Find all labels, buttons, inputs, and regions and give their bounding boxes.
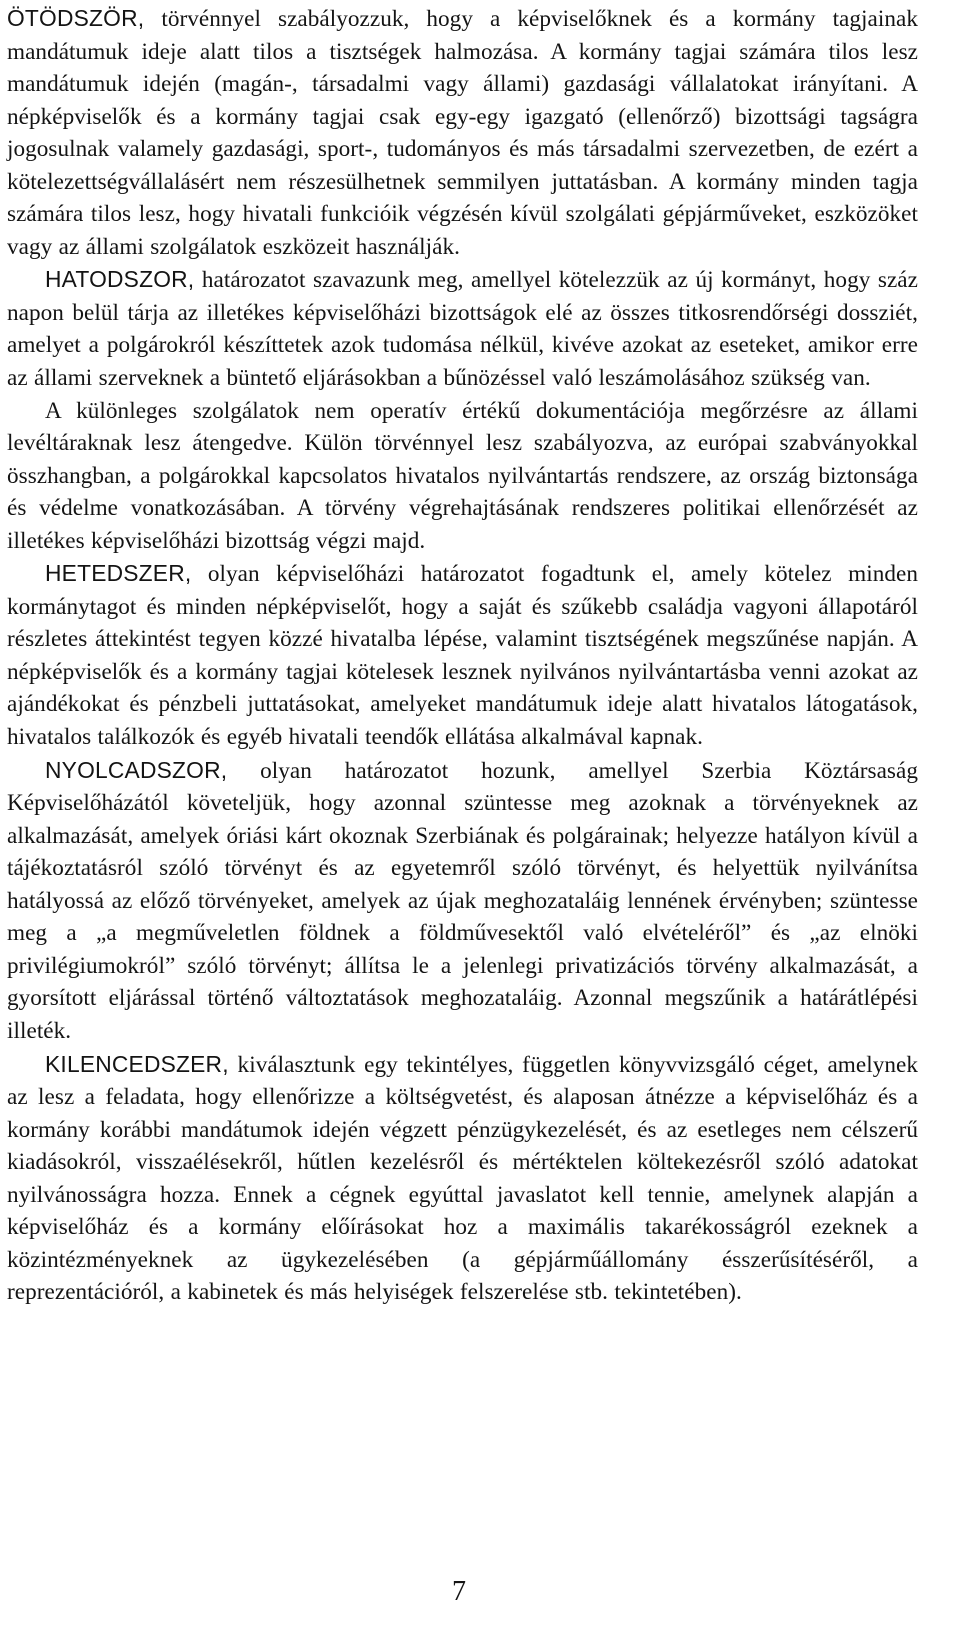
paragraph-sixth-continued	[7, 395, 918, 558]
paragraph-lead-sixth: HATODSZOR,	[45, 266, 195, 293]
paragraph-body-ninth: kiválasztunk egy tekintélyes, független könyvvizsgáló céget, amelynek az lesz a feladata, hogy ellenőrizze a költségvetést, és alaposan átnézze a képviselőház és a kormány korábbi mandátumok idején végzett pénzügykezelését, és az esetleges nem célszerű kiadásokról, visszaélésekről, hűtlen kezelésről és mértéktelen költekezésről szóló adatokat nyilvánosságra hozza. Ennek a cégnek egyúttal javaslatot kell tennie, amelynek alapján a képviselőház és a kormány előírásokat hoz a maximális takarékosságról ezeknek a közintézményeknek az ügykezelésében (a gépjárműállomány ésszerűsítéséről, a reprezentációról, a kabinetek és más helyiségek felszerelése stb. tekintetében).	[7, 1051, 918, 1306]
paragraph-lead-ninth: KILENCEDSZER,	[45, 1050, 229, 1077]
paragraph-lead-seventh: HETEDSZER,	[45, 560, 192, 587]
paragraph-fifth	[7, 2, 918, 263]
paragraph-body-fifth: törvénnyel szabályozzuk, hogy a képviselőknek és a kormány tagjainak mandátumuk ideje alatt tilos a tisztségek halmozása. A kormány tagjai számára tilos lesz mandátumuk idején (magán-, társadalmi vagy állami) gazdasági vállalatokat irányítani. A népképviselők és a kormány tagjai csak egy-egy igazgató (ellenőrző) bizottsági tagságra jogosulnak valamely gazdasági, sport-, tudományos és más társadalmi szervezetben, de ezért a kötelezettségvállalásért nem részesülhetnek semmilyen juttatásban. A kormány minden tagja számára tilos lesz, hogy hivatali funkcióik végzésén kívül szolgálati gépjárműveket, eszközöket vagy az állami szolgálatok eszközeit használják.	[7, 6, 918, 260]
paragraph-lead-eighth: NYOLCADSZOR,	[45, 756, 228, 783]
paragraph-body-seventh: olyan képviselőházi határozatot fogadtunk el, amely kötelez minden kormánytagot és minden népképviselőt, hogy a saját és szűkebb családja vagyoni állapotáról részletes áttekintést tegyen közzé hivatalba lépése, valamint tisztségének megszűnése napján. A népképviselők és a kormány tagjai kötelesek lesznek nyilvános nyilvántartásba venni azokat az ajándékokat és pénzbeli juttatásokat, amelyeket mandátumuk ideje alatt hivatalos látogatások, hivatalos találkozók és egyéb hivatali teendők ellátása alkalmával kapnak.	[7, 561, 918, 751]
page-number: 7	[452, 1576, 466, 1607]
paragraph-body-eighth: olyan határozatot hozunk, amellyel Szerbia Köztársaság Képviselőházától követeljük, hogy azonnal szüntesse meg azoknak a törvényeknek az alkalmazását, amelyek óriási kárt okoznak Szerbiának és polgárainak; helyezze hatályon kívül a tájékoztatásról szóló törvényt és az egyetemről szóló törvényt, és helyettük nyilvánítsa hatályossá az előző törvényeket, amelyek az újak meghozataláig lennének érvényben; szüntesse meg a „a megműveletlen földnek a földművesektől való elvételéről” és „az elnöki privilégiumokról” szóló törvényt; állítsa le a jelenlegi privatizációs törvény alkalmazását, a gyorsított eljárással történő változtatások meghozataláig. Azonnal megszűnik a határátlépési illeték.	[7, 757, 918, 1044]
paragraph-ninth	[7, 1048, 918, 1309]
paragraph-eighth	[7, 754, 918, 1048]
paragraph-lead-fifth: ÖTÖDSZÖR,	[7, 5, 145, 31]
paragraph-body-sixth-continued: A különleges szolgálatok nem operatív értékű dokumentációja megőrzésre az állami levéltáraknak lesz átengedve. Külön törvénnyel lesz szabályozva, az európai szabványokkal összhangban, a polgárokkal kapcsolatos hivatalos nyilvántartás rendszere, az ország biztonsága és védelme vonatkozásában. A törvény végrehajtásának rendszeres politikai ellenőrzését az illetékes képviselőházi bizottság végzi majd.	[7, 397, 918, 554]
paragraph-sixth	[7, 263, 918, 394]
document-page	[7, 2, 918, 1309]
paragraph-seventh	[7, 557, 918, 753]
paragraph-body-sixth: határozatot szavazunk meg, amellyel kötelezzük az új kormányt, hogy száz napon belül tárja az illetékes képviselőházi bizottságok elé az összes titkosrendőrségi dossziét, amelyet a polgárokról készíttetek azok tudomása nélkül, kivéve azokat az eseteket, amikor erre az állami szerveknek a büntető eljárásokban a bűnözéssel való leszámolásához szükség van.	[7, 267, 918, 392]
